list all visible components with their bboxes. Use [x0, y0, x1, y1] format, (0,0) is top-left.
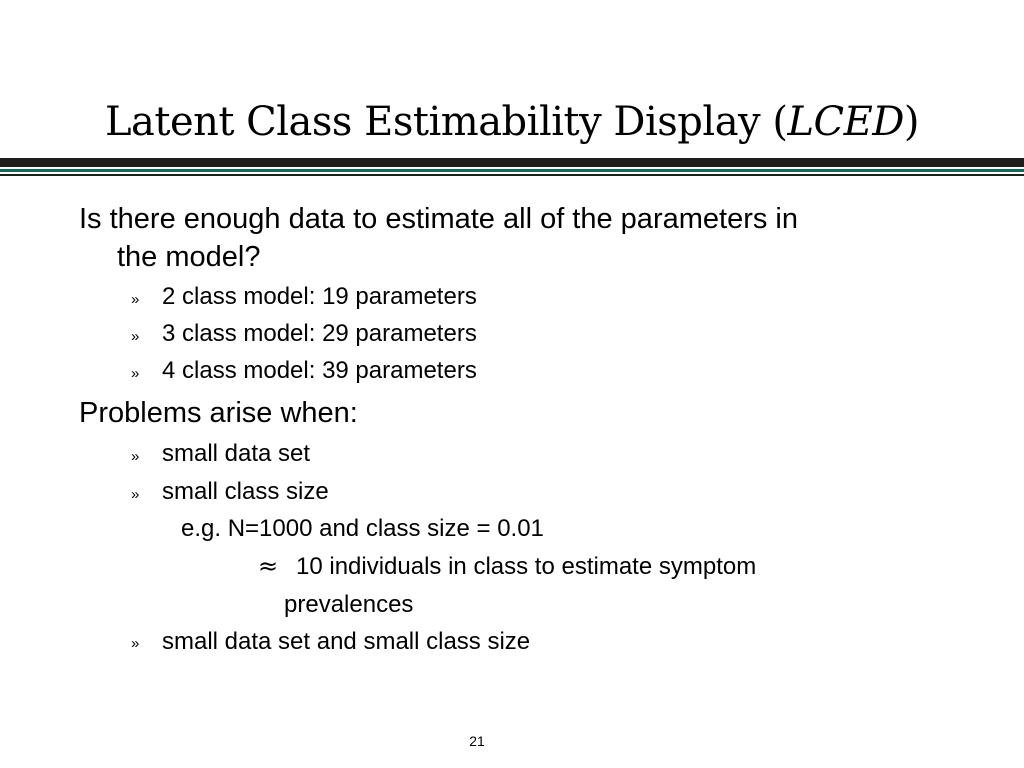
- bullet-icon: »: [131, 486, 140, 503]
- bullet-icon: »: [131, 448, 140, 465]
- title-rule-thick: [0, 158, 1024, 167]
- slide-title: [0, 96, 1024, 148]
- model-item: 4 class model: 39 parameters: [162, 357, 477, 384]
- title-prefix: Latent Class Estimability Display (: [104, 99, 788, 145]
- title-rule-thin: [0, 174, 1024, 176]
- title-rule-accent: [0, 169, 1024, 172]
- problems-heading: Problems arise when:: [79, 397, 358, 429]
- bullet-icon: »: [131, 291, 140, 308]
- consequence-text: 10 individuals in class to estimate symptom: [296, 553, 757, 580]
- question-text-continued: the model?: [117, 241, 261, 273]
- question-text: Is there enough data to estimate all of the parameters in: [79, 203, 798, 235]
- example-text: e.g. N=1000 and class size = 0.01: [181, 515, 544, 542]
- page-number: 21: [469, 733, 485, 749]
- title-acronym: LCED: [787, 99, 904, 145]
- problem-item: small data set and small class size: [162, 628, 531, 655]
- title-suffix: ): [903, 99, 920, 145]
- model-item: 3 class model: 29 parameters: [162, 320, 477, 347]
- bullet-icon: »: [131, 365, 140, 382]
- bullet-icon: »: [131, 635, 140, 652]
- bullet-icon: »: [131, 328, 140, 345]
- approx-symbol: ≈: [258, 552, 279, 580]
- problem-item: small class size: [162, 478, 329, 505]
- problem-item: small data set: [162, 440, 311, 467]
- model-item: 2 class model: 19 parameters: [162, 283, 477, 310]
- consequence-text-continued: prevalences: [284, 591, 414, 618]
